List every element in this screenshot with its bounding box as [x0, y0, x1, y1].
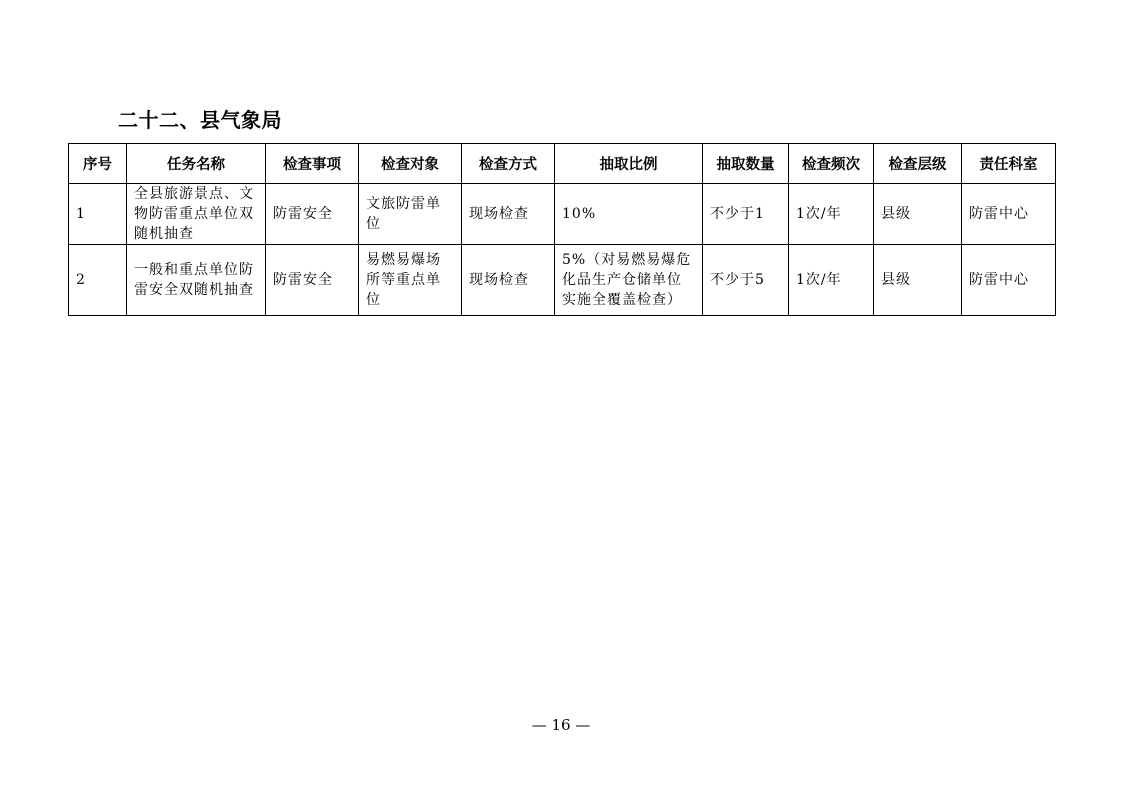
table-cell: 1次/年	[789, 245, 874, 316]
table-cell: 现场检查	[462, 184, 555, 245]
table-cell: 1次/年	[789, 184, 874, 245]
page-number: — 16 —	[531, 716, 591, 734]
table-header-row	[69, 144, 1056, 184]
table-cell: 防雷中心	[962, 184, 1056, 245]
table-cell: 一般和重点单位防雷安全双随机抽查	[127, 245, 266, 316]
table-cell: 现场检查	[462, 245, 555, 316]
table-cell: 防雷安全	[266, 245, 359, 316]
table-cell: 易燃易爆场所等重点单位	[359, 245, 462, 316]
inspection-table	[68, 143, 1056, 316]
header-cell: 抽取数量	[703, 144, 789, 184]
header-cell: 检查层级	[874, 144, 962, 184]
table-cell: 2	[69, 245, 127, 316]
table-cell: 不少于5	[703, 245, 789, 316]
table-cell: 文旅防雷单位	[359, 184, 462, 245]
table-cell: 防雷中心	[962, 245, 1056, 316]
header-cell: 检查对象	[359, 144, 462, 184]
table-cell: 全县旅游景点、文物防雷重点单位双随机抽查	[127, 184, 266, 245]
header-cell: 检查方式	[462, 144, 555, 184]
table-cell: 1	[69, 184, 127, 245]
header-cell: 任务名称	[127, 144, 266, 184]
header-cell: 检查频次	[789, 144, 874, 184]
table-cell: 县级	[874, 184, 962, 245]
table-cell: 防雷安全	[266, 184, 359, 245]
header-cell: 责任科室	[962, 144, 1056, 184]
header-cell: 抽取比例	[555, 144, 703, 184]
section-title: 二十二、县气象局	[118, 108, 282, 132]
header-cell: 序号	[69, 144, 127, 184]
table-cell: 县级	[874, 245, 962, 316]
table-row	[69, 184, 1056, 245]
table-cell: 不少于1	[703, 184, 789, 245]
table-cell: 5%（对易燃易爆危化品生产仓储单位实施全覆盖检查）	[555, 245, 703, 316]
table-row	[69, 245, 1056, 316]
header-cell: 检查事项	[266, 144, 359, 184]
table-cell: 10%	[555, 184, 703, 245]
